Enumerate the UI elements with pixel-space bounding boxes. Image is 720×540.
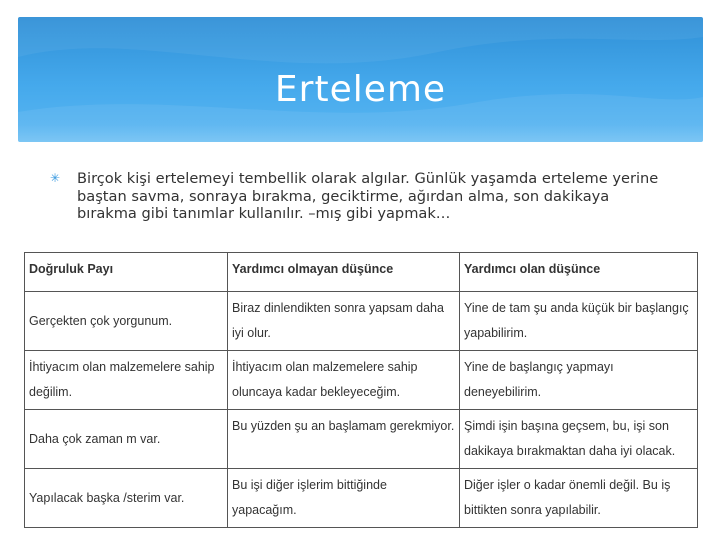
table-cell: Diğer işler o kadar önemli değil. Bu iş bittikten sonra yapılabilir. <box>460 469 698 528</box>
page-title: Erteleme <box>274 69 447 110</box>
table-cell: İhtiyacım olan malzemelere sahip değilim. <box>25 351 228 410</box>
table-row <box>25 292 698 351</box>
table-row <box>25 351 698 410</box>
table-cell: Gerçekten çok yorgunum. <box>25 292 228 351</box>
table-cell: Yine de başlangıç yapmayı deneyebilirim. <box>460 351 698 410</box>
thought-table <box>24 252 698 528</box>
table-cell: Daha çok zaman m var. <box>25 410 228 469</box>
bullet-item <box>50 170 660 223</box>
table-cell: Bu işi diğer işlerim bittiğinde yapacağım. <box>228 469 460 528</box>
header-unhelpful: Yardımcı olmayan düşünce <box>228 253 460 292</box>
table-cell: İhtiyacım olan malzemelere sahip oluncaya kadar bekleyeceğim. <box>228 351 460 410</box>
table-row <box>25 410 698 469</box>
header-truth: Doğruluk Payı <box>25 253 228 292</box>
table-header-row <box>25 253 698 292</box>
header-helpful: Yardımcı olan düşünce <box>460 253 698 292</box>
table-cell: Bu yüzden şu an başlamam gerekmiyor. <box>228 410 460 469</box>
table-cell: Yine de tam şu anda küçük bir başlangıç yapabilirim. <box>460 292 698 351</box>
table-cell: Şimdi işin başına geçsem, bu, işi son dakikaya bırakmaktan daha iyi olacak. <box>460 410 698 469</box>
table-cell: Yapılacak başka /sterim var. <box>25 469 228 528</box>
asterisk-bullet-icon: ✳ <box>50 171 61 185</box>
table-row <box>25 469 698 528</box>
title-banner <box>18 17 703 142</box>
table-cell: Biraz dinlendikten sonra yapsam daha iyi olur. <box>228 292 460 351</box>
bullet-text: Birçok kişi ertelemeyi tembellik olarak algılar. Günlük yaşamda erteleme yerine baştan savma, sonraya bırakma, geciktirme, ağırdan alma, son dakikaya bırakma gibi tanımlar kullanılır. –mış gibi yapmak… <box>77 170 659 222</box>
